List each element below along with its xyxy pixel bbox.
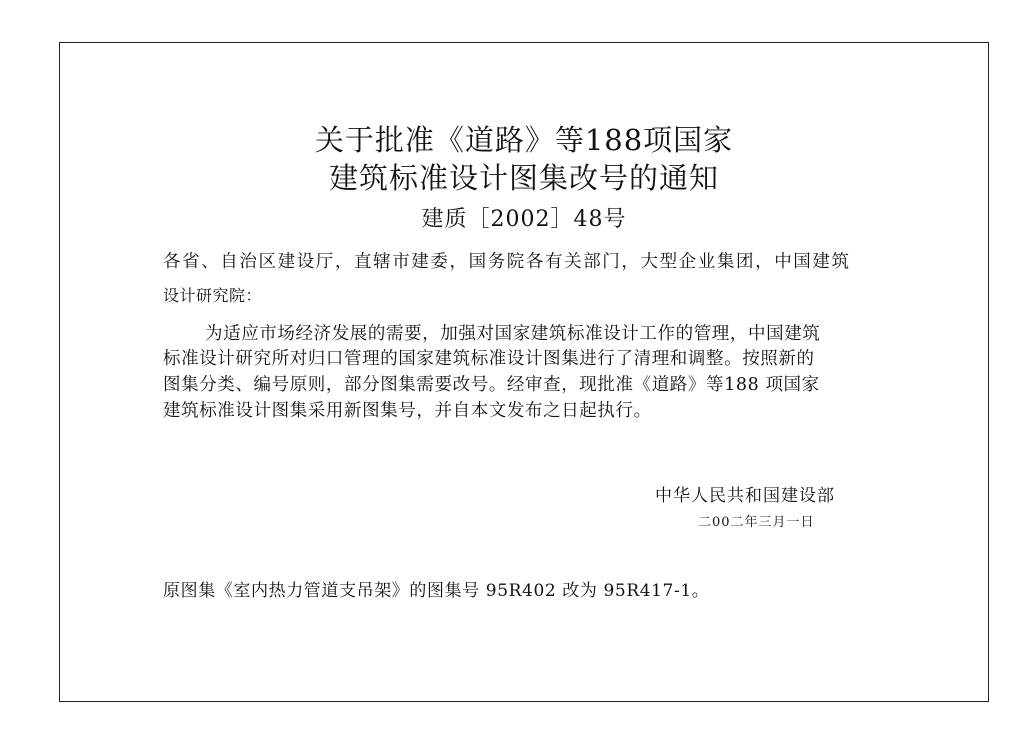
renumbering-note: 原图集《室内热力管道支吊架》的图集号 95R402 改为 95R417-1。	[163, 581, 710, 601]
addressees-line-1: 各省、自治区建设厅，直辖市建委，国务院各有关部门，大型企业集团，中国建筑	[163, 252, 851, 272]
document-title-line-1: 关于批准《道路》等188项国家	[314, 123, 734, 157]
body-paragraph-line: 为适应市场经济发展的需要，加强对国家建筑标准设计工作的管理，中国建筑	[205, 324, 821, 344]
body-paragraph-line: 标准设计研究所对归口管理的国家建筑标准设计图集进行了清理和调整。按照新的	[163, 349, 815, 369]
addressees-line-2: 设计研究院：	[163, 286, 263, 305]
document-number: 建质［2002］48号	[421, 207, 627, 232]
body-paragraph-line: 图集分类、编号原则，部分图集需要改号。经审查，现批准《道路》等188 项国家	[163, 375, 820, 395]
signature-date: 二00二年三月一日	[698, 515, 815, 530]
signature-organization: 中华人民共和国建设部	[655, 486, 835, 506]
body-paragraph-line: 建筑标准设计图集采用新图集号，并自本文发布之日起执行。	[163, 401, 652, 421]
document-title-line-2: 建筑标准设计图集改号的通知	[328, 161, 719, 195]
